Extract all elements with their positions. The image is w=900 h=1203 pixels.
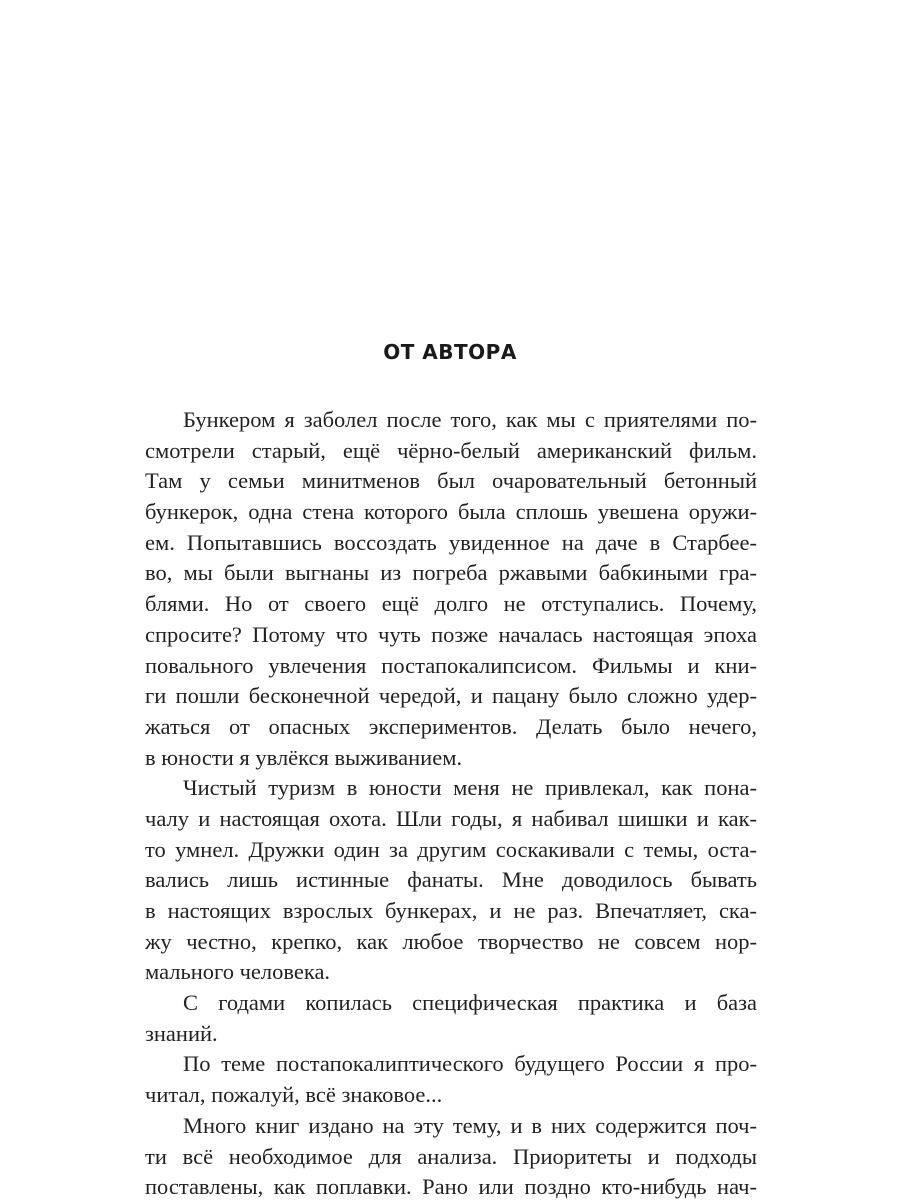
text-line: в настоящих взрослых бункерах, и не раз. Впечатляет, ска- [145,898,757,923]
text-line: чалу и настоящая охота. Шли годы, я набивал шишки и как- [145,805,757,831]
text-line: ги пошли бесконечной чередой, и пацану было сложно удер- [145,683,757,709]
text-line: во, мы были выгнаны из погреба ржавыми бабкиными гра- [145,560,757,586]
text-line: Бункером я заболел после того, как мы с приятелями по- [183,407,757,432]
chapter-heading: ОТ АВТОРА [383,340,517,364]
text-line: Много книг издано на эту тему, и в них содержится поч- [183,1112,757,1138]
text-line: читал, пожалуй, всё знаковое... [145,1082,443,1108]
text-line: повального увлечения постапокалипсисом. Фильмы и кни- [145,652,757,678]
text-line: поставлены, как поплавки. Рано или поздно кто-нибудь нач- [145,1174,757,1200]
text-line: знаний. [145,1020,218,1046]
text-line: Чистый туризм в юности меня не привлекал, как пона- [183,775,757,801]
text-line: смотрели старый, ещё чёрно-белый американский фильм. [145,437,757,463]
text-line: ти всё необходимое для анализа. Приоритеты и подходы [145,1143,757,1169]
text-line: спросите? Потому что чуть позже началась настоящая эпоха [145,621,757,647]
text-line: По теме постапокалиптического будущего России я про- [183,1051,757,1077]
text-line: жаться от опасных экспериментов. Делать было нечего, [145,713,757,739]
text-line: бункерок, одна стена которого была сплошь увешена оружи- [145,499,757,525]
text-line: ем. Попытавшись воссоздать увиденное на даче в Старбее- [145,529,757,555]
text-line: то умнел. Дружки один за другим соскакивали с темы, оста- [145,836,757,862]
text-line: в юности я увлёкся выживанием. [145,744,463,770]
text-line: мального человека. [145,959,331,985]
text-line: блями. Но от своего ещё долго не отступались. Почему, [145,591,757,617]
body-text [145,405,757,1203]
text-line: Там у семьи минитменов был очаровательный бетонный [145,468,757,494]
text-line: жу честно, крепко, как любое творчество не совсем нор- [145,928,757,954]
text-line: С годами копилась специфическая практика и база [183,990,757,1016]
text-line: вались лишь истинные фанаты. Мне доводилось бывать [145,867,757,893]
